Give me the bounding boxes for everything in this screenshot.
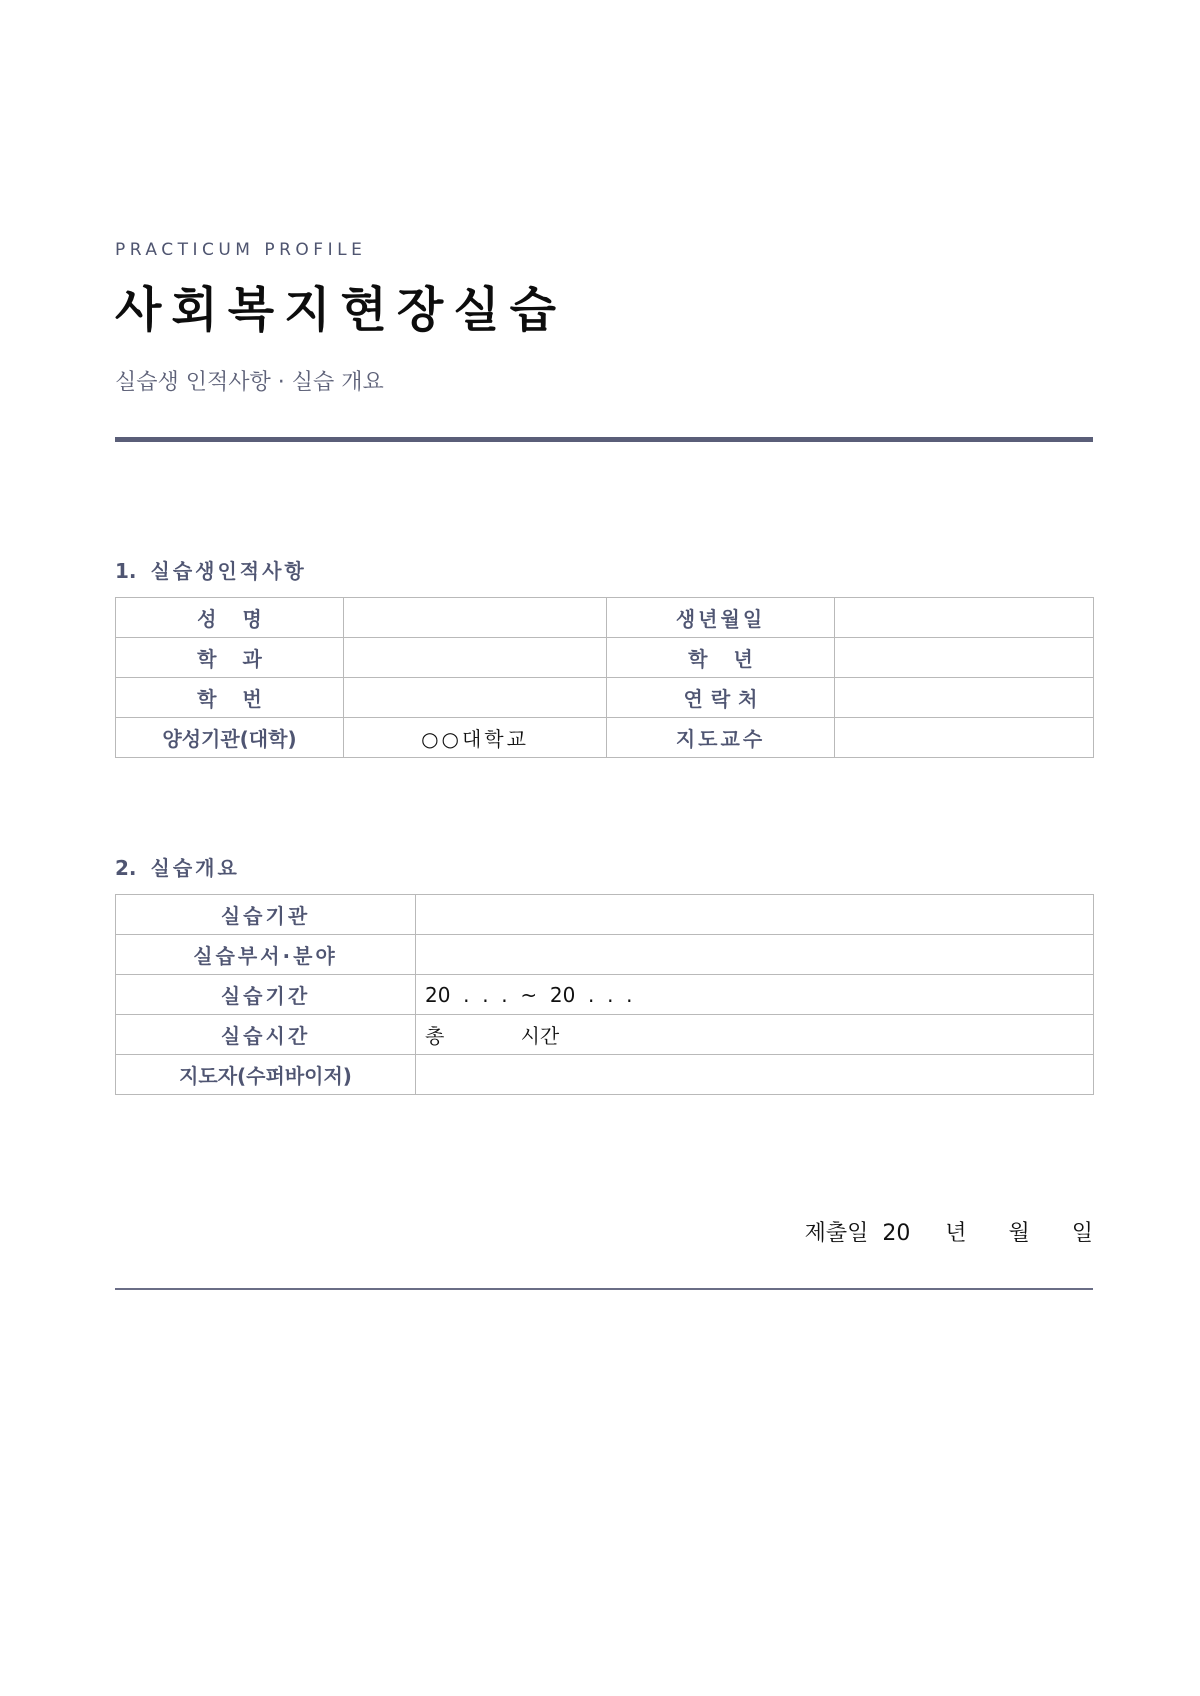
table-row bbox=[116, 895, 1094, 935]
field-period[interactable]: 20 . . . ~ 20 . . . bbox=[416, 975, 1094, 1015]
submission-date: 제출일 20 년 월 일 bbox=[804, 1221, 1093, 1246]
field-grade[interactable] bbox=[835, 638, 1094, 678]
table-row bbox=[116, 718, 1094, 758]
label-birthdate: 생년월일 bbox=[607, 598, 835, 638]
label-contact: 연락처 bbox=[607, 678, 835, 718]
label-student-id: 학번 bbox=[116, 678, 344, 718]
field-agency[interactable] bbox=[416, 895, 1094, 935]
label-hours: 실습시간 bbox=[116, 1015, 416, 1055]
page-title: 사회복지현장실습 bbox=[115, 282, 566, 338]
header-divider bbox=[115, 437, 1093, 442]
field-contact[interactable] bbox=[835, 678, 1094, 718]
label-grade: 학년 bbox=[607, 638, 835, 678]
label-division: 실습부서·분야 bbox=[116, 935, 416, 975]
section-number: 2. bbox=[115, 856, 137, 880]
table-row bbox=[116, 1015, 1094, 1055]
table-row bbox=[116, 1055, 1094, 1095]
label-department: 학과 bbox=[116, 638, 344, 678]
field-supervisor[interactable] bbox=[416, 1055, 1094, 1095]
field-advisor[interactable] bbox=[835, 718, 1094, 758]
table-row bbox=[116, 975, 1094, 1015]
section-number: 1. bbox=[115, 559, 137, 583]
label-supervisor: 지도자(수퍼바이저) bbox=[116, 1055, 416, 1095]
page-subtitle: 실습생 인적사항 · 실습 개요 bbox=[115, 370, 384, 395]
section-heading-overview bbox=[115, 852, 240, 881]
table-row bbox=[116, 598, 1094, 638]
student-info-table bbox=[115, 597, 1094, 758]
label-period: 실습기간 bbox=[116, 975, 416, 1015]
field-division[interactable] bbox=[416, 935, 1094, 975]
section-title: 실습생인적사항 bbox=[150, 559, 307, 583]
field-birthdate[interactable] bbox=[835, 598, 1094, 638]
field-institution[interactable]: ○○대학교 bbox=[344, 718, 607, 758]
field-department[interactable] bbox=[344, 638, 607, 678]
field-name[interactable] bbox=[344, 598, 607, 638]
label-institution: 양성기관(대학) bbox=[116, 718, 344, 758]
practicum-overview-table bbox=[115, 894, 1094, 1095]
label-agency: 실습기관 bbox=[116, 895, 416, 935]
table-row bbox=[116, 678, 1094, 718]
footer-divider bbox=[115, 1288, 1093, 1290]
field-student-id[interactable] bbox=[344, 678, 607, 718]
label-name: 성명 bbox=[116, 598, 344, 638]
section-heading-student-info bbox=[115, 555, 307, 584]
table-row bbox=[116, 638, 1094, 678]
section-title: 실습개요 bbox=[150, 856, 240, 880]
field-hours[interactable]: 총 시간 bbox=[416, 1015, 1094, 1055]
eyebrow-label: PRACTICUM PROFILE bbox=[115, 240, 367, 260]
table-row bbox=[116, 935, 1094, 975]
label-advisor: 지도교수 bbox=[607, 718, 835, 758]
